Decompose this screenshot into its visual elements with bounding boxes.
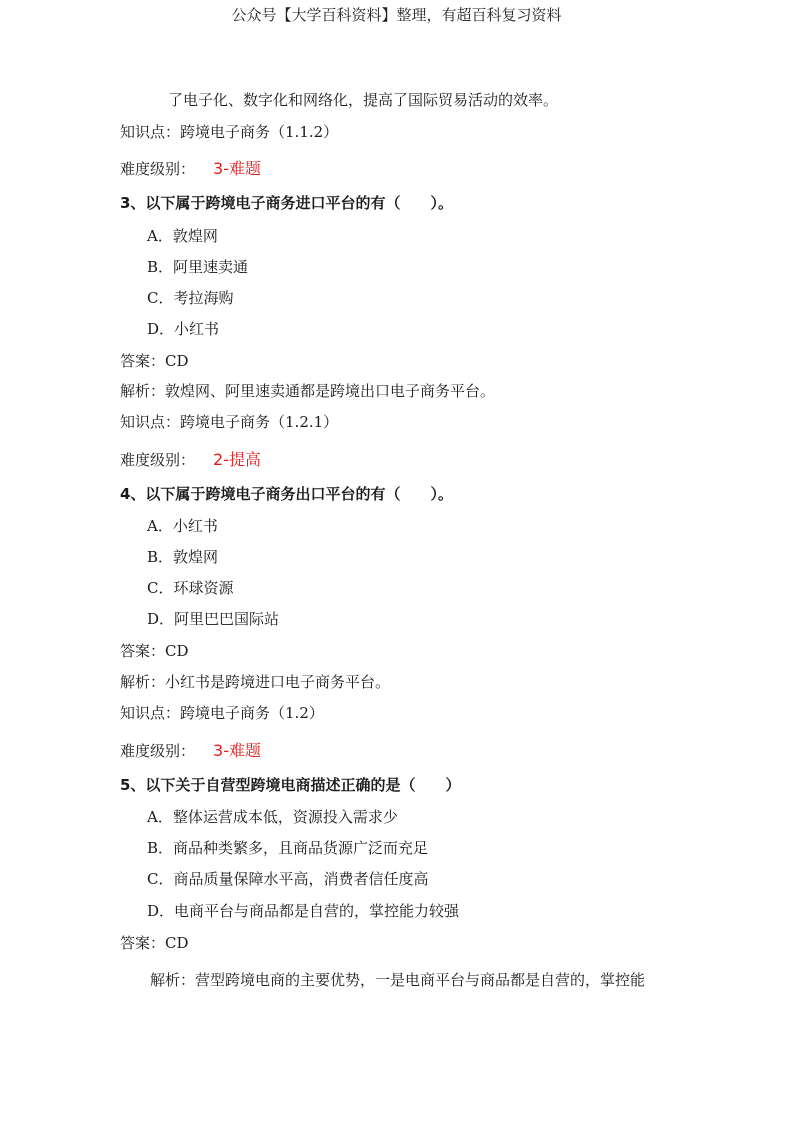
- q3-option-c: C．考拉海购: [147, 289, 234, 307]
- q5-option-d: D．电商平台与商品都是自营的，掌控能力较强: [147, 902, 460, 920]
- difficulty-label: 难度级别：: [120, 742, 196, 760]
- difficulty-label: 难度级别：: [120, 160, 196, 178]
- q4-knowledge: 知识点：跨境电子商务（1.2）: [120, 704, 324, 722]
- q3-difficulty: [120, 447, 261, 470]
- q4-answer: 答案：CD: [120, 642, 189, 660]
- q4-option-a: A．小红书: [147, 517, 218, 535]
- difficulty-value: 2-提高: [213, 450, 261, 469]
- q3-option-a: A．敦煌网: [147, 227, 218, 245]
- intro-knowledge: 知识点：跨境电子商务（1.1.2）: [120, 123, 339, 141]
- q3-knowledge: 知识点：跨境电子商务（1.2.1）: [120, 413, 339, 431]
- q3-option-d: D．小红书: [147, 320, 220, 338]
- q4-question: 4、以下属于跨境电子商务出口平台的有（ ）。: [120, 485, 453, 503]
- difficulty-label: 难度级别：: [120, 451, 196, 469]
- q3-question: 3、以下属于跨境电子商务进口平台的有（ ）。: [120, 194, 453, 212]
- difficulty-value: 3-难题: [213, 741, 261, 760]
- page-header: 公众号【大学百科资料】整理，有超百科复习资料: [231, 6, 562, 24]
- q4-option-d: D．阿里巴巴国际站: [147, 610, 280, 628]
- q3-answer: 答案：CD: [120, 352, 189, 370]
- q5-answer: 答案：CD: [120, 934, 189, 952]
- intro-difficulty: [120, 156, 261, 179]
- q3-analysis: 解析：敦煌网、阿里速卖通都是跨境出口电子商务平台。: [120, 382, 496, 400]
- q4-difficulty: [120, 738, 261, 761]
- q5-option-c: C．商品质量保障水平高，消费者信任度高: [147, 870, 429, 888]
- intro-continuation: 了电子化、数字化和网络化，提高了国际贸易活动的效率。: [168, 91, 559, 109]
- q4-option-b: B．敦煌网: [147, 548, 219, 566]
- q3-option-b: B．阿里速卖通: [147, 258, 249, 276]
- q5-option-b: B．商品种类繁多，且商品货源广泛而充足: [147, 839, 429, 857]
- q4-analysis: 解析：小红书是跨境进口电子商务平台。: [120, 673, 391, 691]
- q5-analysis: 解析：营型跨境电商的主要优势，一是电商平台与商品都是自营的，掌控能: [150, 971, 646, 989]
- difficulty-value: 3-难题: [213, 159, 261, 178]
- q5-option-a: A．整体运营成本低，资源投入需求少: [147, 808, 398, 826]
- q5-question: 5、以下关于自营型跨境电商描述正确的是（ ）: [120, 776, 461, 794]
- q4-option-c: C．环球资源: [147, 579, 234, 597]
